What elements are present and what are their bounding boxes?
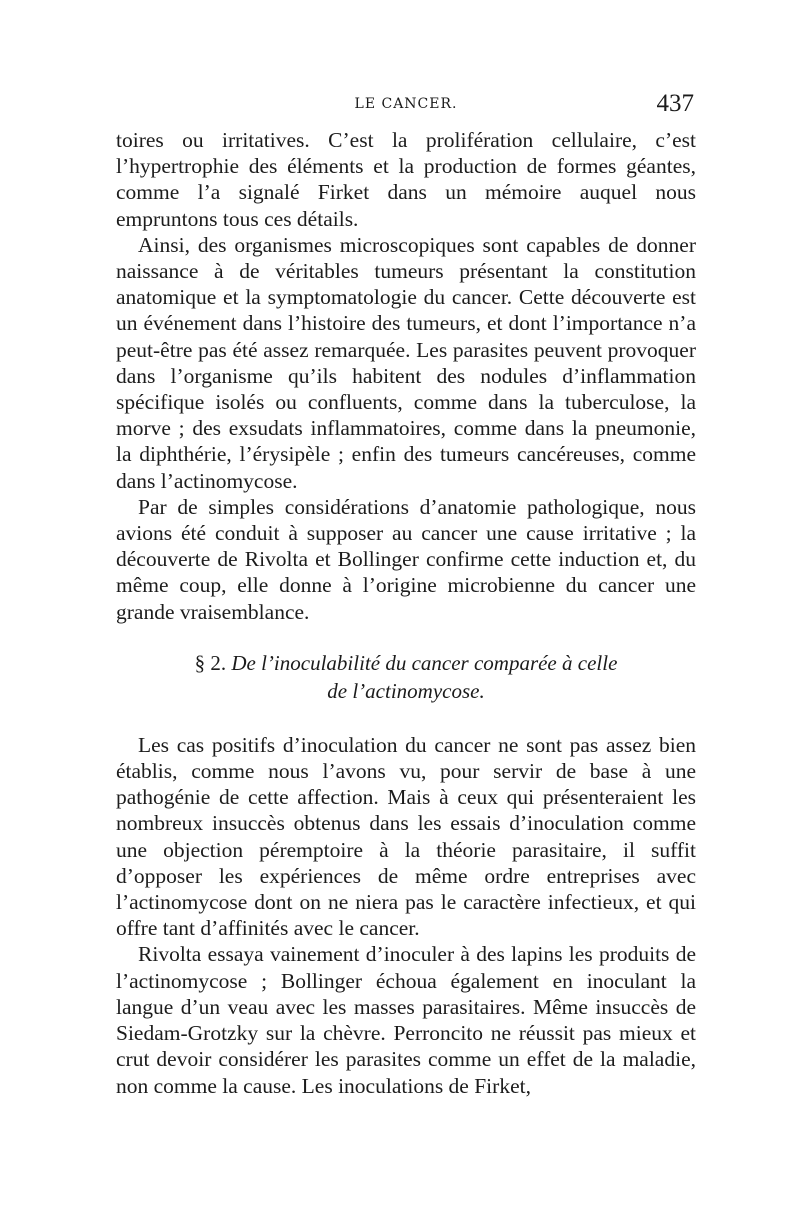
page-number: 437 (656, 90, 694, 117)
section-heading-line-one (116, 649, 696, 677)
paragraph-continuation: toires ou irritatives. C’est la prolifération cellulaire, c’est l’hypertrophie des éléments et la production de formes géantes, comme l’a signalé Firket dans un mémoire auquel nous empruntons tous ces détails. (116, 128, 696, 231)
section-title-part-two: de l’actinomycose. (327, 678, 485, 703)
paragraph: Les cas positifs d’inoculation du cancer ne sont pas assez bien établis, comme nous l’avons vu, pour servir de base à une pathogénie de cette affection. Mais à ceux qui présenteraient les nombreux insuccès obtenus dans les essais d’inoculation comme une objection péremptoire à la théorie parasitaire, il suffit d’opposer les expériences de même ordre entreprises avec l’actinomycose dont on ne niera pas le caractère infectieux, et qui offre tant d’affinités avec le cancer. (116, 732, 696, 941)
section-title-part-one: De l’inoculabilité du cancer comparée à celle (231, 650, 618, 675)
page-header (116, 90, 696, 130)
paragraph: Rivolta essaya vainement d’inoculer à des lapins les produits de l’actinomycose ; Bollinger échoua également en inoculant la langue d’un veau avec les masses parasitaires. Même insuccès de Siedam-Grotzky sur la chèvre. Perroncito ne réussit pas mieux et crut devoir considérer les parasites comme un effet de la maladie, non comme la cause. Les inoculations de Firket, (116, 942, 696, 1098)
section-heading (116, 649, 696, 705)
running-title: LE CANCER. (354, 96, 458, 112)
paragraph: Par de simples considérations d’anatomie pathologique, nous avions été conduit à supposer au cancer une cause irritative ; la découverte de Rivolta et Bollinger confirme cette induction et, du même coup, elle donne à l’origine microbienne du cancer une grande vraisemblance. (116, 494, 696, 624)
page-body (116, 127, 696, 1099)
section-number: § 2. (194, 650, 227, 675)
paragraph: Ainsi, des organismes microscopiques sont capables de donner naissance à de véritables tumeurs présentant la constitution anatomique et la symptomatologie du cancer. Cette découverte est un événement dans l’histoire des tumeurs, et dont l’importance n’a peut-être pas été assez remarquée. Les parasites peuvent provoquer dans l’organisme qu’ils habitent des nodules d’inflammation spécifique isolés ou confluents, comme dans la tuberculose, la morve ; des exsudats inflammatoires, comme dans la pneumonie, la diphthérie, l’érysipèle ; enfin des tumeurs cancéreuses, comme dans l’actinomycose. (116, 232, 696, 493)
